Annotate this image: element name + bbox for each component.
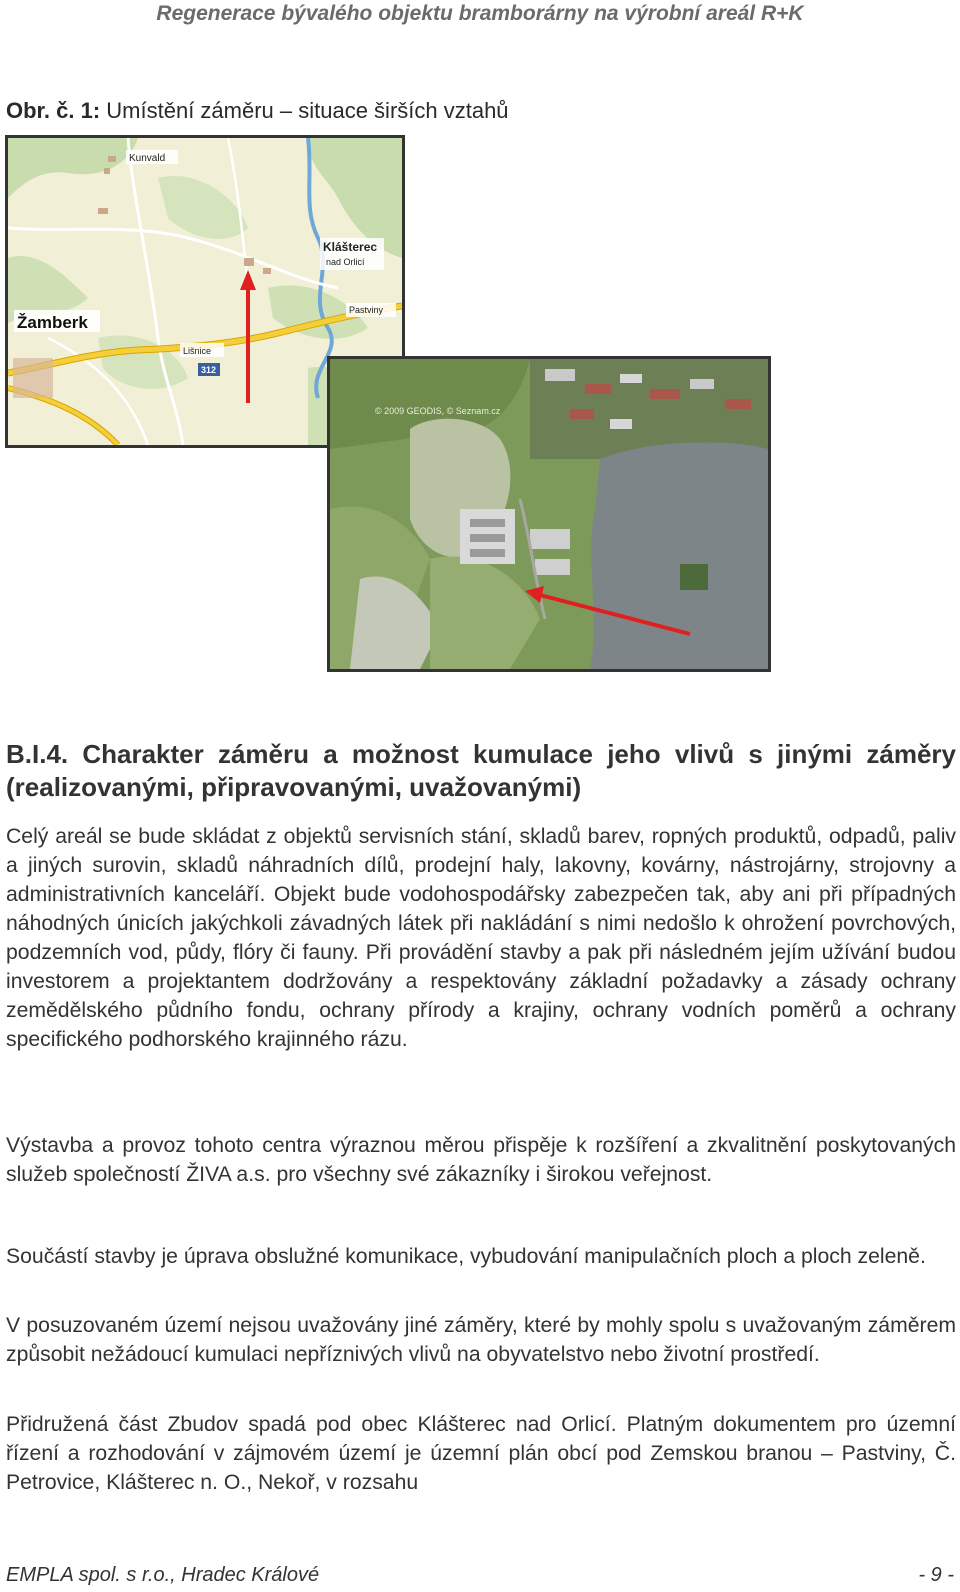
building-block [108,156,116,162]
aerial-photo-figure [327,356,771,672]
factory-roof-line [470,519,505,527]
roof [545,369,575,381]
roof [620,374,642,383]
paragraph-3: Součástí stavby je úprava obslužné komunikace, vybudování manipulačních ploch a ploch zeleně. [6,1245,926,1268]
map-label-road-number: 312 [201,365,217,375]
section-heading: B.I.4. Charakter záměru a možnost kumulace jeho vlivů s jinými záměry (realizovanými, připravovanými, uvažovanými) [6,739,956,802]
aerial-photo-svg [330,359,768,669]
building-block [263,268,271,274]
footer-page-number: - 9 - [918,1564,954,1586]
roof [690,379,714,389]
factory-roof-line [470,534,505,542]
factory-building [530,529,570,549]
map-label-lisnice: Lišnice [183,346,212,356]
running-header: Regenerace bývalého objektu bramborárny na výrobní areál R+K [156,2,804,25]
map-label-pastviny: Pastviny [349,305,384,315]
building-block [98,208,108,214]
figure-caption [6,98,509,124]
building-block [244,258,254,266]
map-label-zamberk: Žamberk [17,313,88,332]
island-grove [680,564,708,590]
paragraph-4: V posuzovaném území nejsou uvažovány jiné záměry, které by mohly spolu s uvažovaným záměrem způsobit nežádoucí kumulaci nepříznivých vlivů na obyvatelstvo nebo životní prostředí. [6,1314,956,1366]
paragraph-1: Celý areál se bude skládat z objektů servisních stání, skladů barev, ropných produktů, odpadů, paliv a jiných surovin, skladů náhradních dílů, prodejní haly, lakovny, kovárny, nástrojárny, strojovny a administrativních kanceláří. Objekt bude vodohospodářsky zabezpečen tak, aby ani při případných náhodných únicích jakýchkoli závadných látek při nakládání s nimi nedošlo k ohrožení povrchových, podzemních vod, půdy, flóry či fauny. Při provádění stavby a pak při následném jejím užívání budou investorem a projektantem dodržovány a respektovány základní požadavky a zásady ochrany zemědělského půdního fondu, ochrany přírody a krajiny, ochrany vodních poměrů a ochrany specifického podhorského krajinného rázu. [6,825,956,1051]
roof [650,389,680,399]
paragraph-2: Výstavba a provoz tohoto centra výraznou měrou přispěje k rozšíření a zkvalitnění poskytovaných služeb společností ŽIVA a.s. pro všechny své zákazníky i širokou veřejnost. [6,1134,956,1186]
figure-caption-prefix: Obr. č. 1: [6,98,101,123]
roof [585,384,611,394]
map-label-klasterec: Klášterec [323,240,378,254]
roof [570,409,594,419]
footer-company: EMPLA spol. s r.o., Hradec Králové [6,1564,320,1586]
factory-roof-line [470,549,505,557]
building-block [104,168,110,174]
map-label-kunvald: Kunvald [129,153,166,164]
figure-caption-text: Umístění záměru – situace širších vztahů [106,98,509,123]
roof [610,419,632,429]
map-label-nad-orlici: nad Orlicí [326,257,365,267]
roof [725,399,751,409]
lake [590,442,768,669]
paragraph-5: Přidružená část Zbudov spadá pod obec Klášterec nad Orlicí. Platným dokumentem pro územní řízení a rozhodování v zájmovém území je územní plán obcí pod Zemskou branou – Pastviny, Č. Petrovice, Klášterec n. O., Nekoř, v rozsahu [6,1413,956,1494]
factory-building [535,559,570,575]
town-area [13,358,53,398]
aerial-watermark: © 2009 GEODIS, © Seznam.cz [375,406,501,416]
